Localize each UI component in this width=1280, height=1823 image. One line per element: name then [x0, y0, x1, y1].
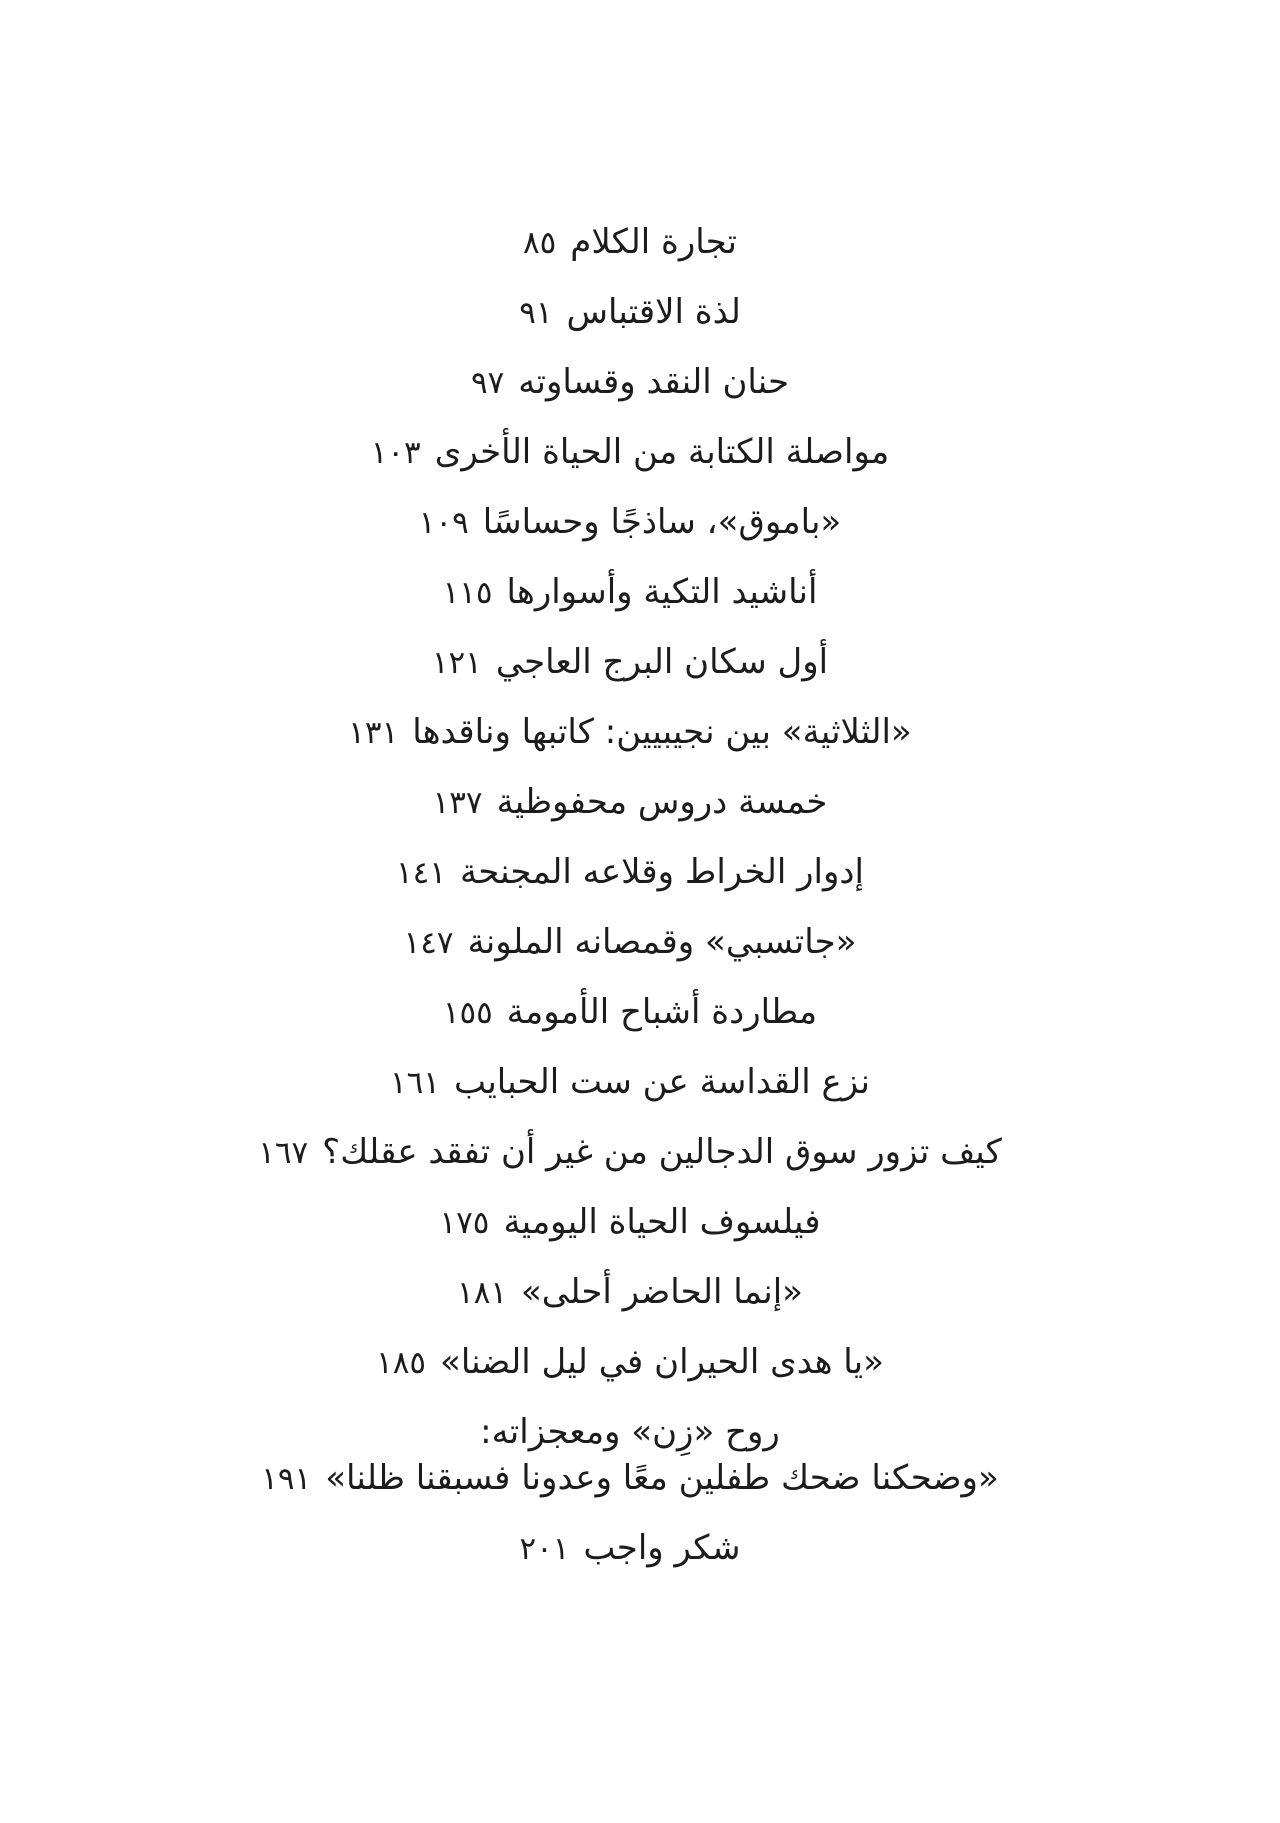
toc-page-number: ٨٥	[522, 225, 557, 261]
toc-entry-line	[20, 1339, 1240, 1386]
toc-entry-line	[20, 289, 1240, 336]
toc-entry	[20, 1269, 1240, 1316]
toc-entry	[20, 779, 1240, 826]
toc-page-number: ١٥٥	[442, 995, 493, 1031]
toc-entry-title: فيلسوف الحياة اليومية	[503, 1202, 821, 1242]
toc-entry	[20, 1059, 1240, 1106]
toc-entry	[20, 499, 1240, 546]
toc-entry-line	[20, 919, 1240, 966]
toc-entry-line	[20, 569, 1240, 616]
toc-page-number: ٢٠١	[519, 1531, 570, 1567]
toc-entry-title: لذة الاقتباس	[566, 292, 741, 332]
toc-entry-line	[20, 1199, 1240, 1246]
toc-entry-line	[20, 1059, 1240, 1106]
toc-page-number: ١٦١	[390, 1065, 440, 1101]
toc-entry	[20, 1339, 1240, 1386]
toc-entry	[20, 1129, 1240, 1176]
toc-entry-line	[20, 1525, 1240, 1572]
toc-entry	[20, 569, 1240, 616]
toc-entry-line	[20, 1409, 1240, 1455]
toc-page-number: ١٩١	[261, 1461, 312, 1497]
toc-entry	[20, 849, 1240, 896]
toc-entry-title: «الثلاثية» بين نجيبيين: كاتبها وناقدها	[412, 712, 912, 752]
toc-entry-line	[20, 639, 1240, 686]
toc-entry-title: «إنما الحاضر أحلى»	[521, 1272, 803, 1312]
toc-page-number: ٩٧	[470, 365, 505, 401]
toc-page-number: ١٨٥	[376, 1345, 427, 1381]
toc-entry-title: روح «زِن» ومعجزاته:	[480, 1412, 780, 1452]
toc-entry-line	[20, 779, 1240, 826]
toc-entry-line	[20, 429, 1240, 476]
toc-entry-title: «وضحكنا ضحك طفلين معًا وعدونا فسبقنا ظلنا»	[325, 1458, 999, 1498]
toc-entry-line	[20, 359, 1240, 406]
toc-page-number: ١٨١	[457, 1275, 507, 1311]
toc-entry-line	[20, 1269, 1240, 1316]
toc-entry-title: «باموق»، ساذجًا وحساسًا	[482, 502, 842, 542]
toc-page-number: ١٤١	[396, 855, 446, 891]
toc-entry-line	[20, 709, 1240, 756]
toc-entry-title: «يا هدى الحيران في ليل الضنا»	[440, 1342, 884, 1382]
toc-entry-line	[20, 219, 1240, 266]
toc-entry-title: مطاردة أشباح الأمومة	[506, 992, 818, 1032]
toc-page-number: ١٦٧	[258, 1135, 309, 1171]
toc-entry-title: كيف تزور سوق الدجالين من غير أن تفقد عقلك؟	[322, 1132, 1002, 1172]
toc-entry-title: مواصلة الكتابة من الحياة الأخرى	[434, 432, 890, 472]
toc-entry	[20, 639, 1240, 686]
toc-entry-title: إدوار الخراط وقلاعه المجنحة	[459, 852, 864, 892]
toc-page-number: ١٢١	[431, 645, 482, 681]
toc-entry-title: تجارة الكلام	[570, 222, 738, 262]
toc-page-number: ١٣٧	[432, 785, 483, 821]
toc-entry-line	[20, 1455, 1240, 1502]
toc-entry	[20, 1199, 1240, 1246]
toc-entry-title: «جاتسبي» وقمصانه الملونة	[467, 922, 857, 962]
toc-entry	[20, 289, 1240, 336]
toc-entry	[20, 429, 1240, 476]
toc-entry-title: شكر واجب	[583, 1528, 741, 1568]
toc-page-number: ١٠٩	[418, 505, 469, 541]
toc-entry-line	[20, 1129, 1240, 1176]
table-of-contents	[20, 219, 1240, 1572]
toc-entry	[20, 709, 1240, 756]
toc-page-number: ١٣١	[348, 715, 399, 751]
toc-page-number: ١٠٣	[370, 435, 421, 471]
toc-entry-line	[20, 989, 1240, 1036]
toc-entry-title: أناشيد التكية وأسوارها	[506, 572, 818, 612]
toc-entry	[20, 989, 1240, 1036]
toc-entry-line	[20, 499, 1240, 546]
toc-entry	[20, 1525, 1240, 1572]
toc-page-number: ١٧٥	[439, 1205, 490, 1241]
toc-entry-title: أول سكان البرج العاجي	[495, 642, 829, 682]
toc-entry-title: نزع القداسة عن ست الحبايب	[453, 1062, 870, 1102]
toc-entry	[20, 359, 1240, 406]
toc-entry	[20, 919, 1240, 966]
toc-page-number: ١١٥	[442, 575, 493, 611]
toc-page-number: ٩١	[519, 295, 553, 331]
toc-entry-title: حنان النقد وقساوته	[518, 362, 790, 402]
toc-page-number: ١٤٧	[403, 925, 454, 961]
toc-entry	[20, 219, 1240, 266]
toc-entry	[20, 1409, 1240, 1502]
toc-entry-line	[20, 849, 1240, 896]
toc-entry-title: خمسة دروس محفوظية	[496, 782, 828, 822]
